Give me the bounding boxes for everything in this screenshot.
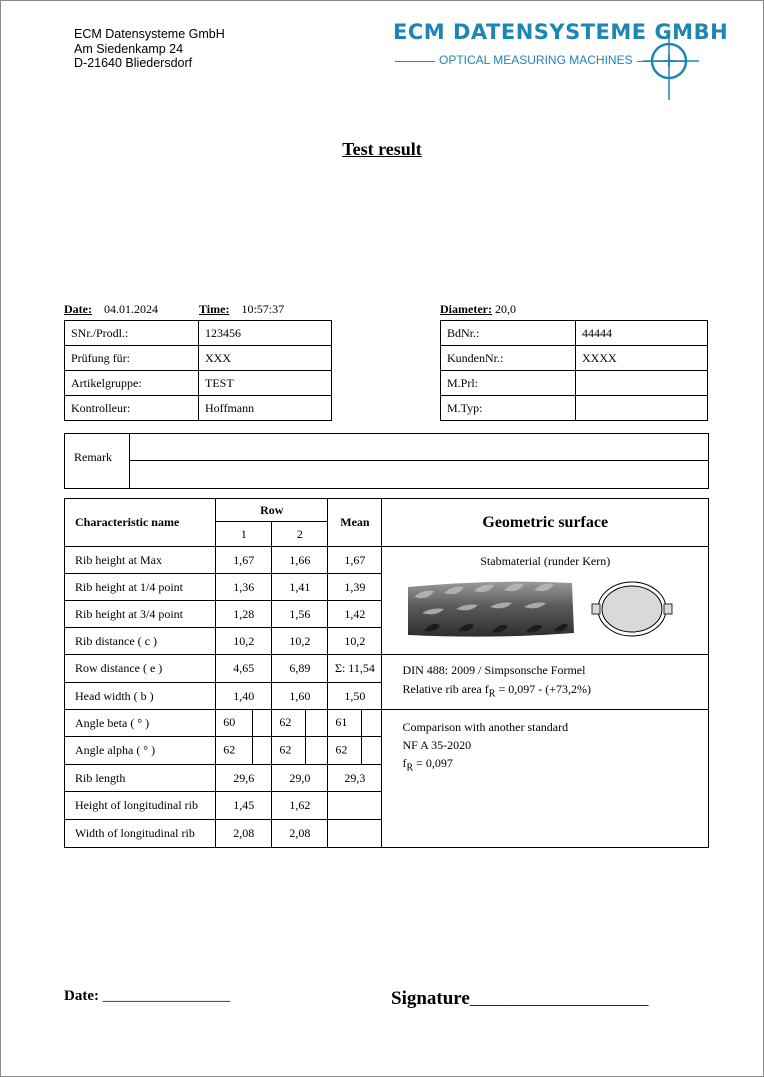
info-label: SNr./Prodl.: xyxy=(65,321,199,346)
info-value: 44444 xyxy=(576,321,708,346)
row-name: Head width ( b ) xyxy=(65,683,216,710)
row-mean: 1,39 xyxy=(328,574,382,601)
diameter-value: 20,0 xyxy=(494,302,516,316)
row-name: Rib length xyxy=(65,765,216,792)
row-name: Rib height at 1/4 point xyxy=(65,574,216,601)
row-value-1: 10,2 xyxy=(216,628,272,655)
row-name: Rib distance ( c ) xyxy=(65,628,216,655)
row-mean: 61 xyxy=(328,710,382,737)
table-row xyxy=(65,547,709,574)
row-mean: 1,42 xyxy=(328,601,382,628)
row-value-2: 1,56 xyxy=(272,601,328,628)
table-row xyxy=(65,371,332,396)
info-value: Hoffmann xyxy=(199,396,332,421)
table-row xyxy=(65,396,332,421)
row-value-2: 62 xyxy=(272,710,328,737)
info-label: Prüfung für: xyxy=(65,346,199,371)
footer-date-label: Date: xyxy=(64,988,99,1004)
info-label: M.Typ: xyxy=(441,396,576,421)
info-label: Kontrolleur: xyxy=(65,396,199,421)
row-mean xyxy=(328,820,382,848)
row-value-1: 1,28 xyxy=(216,601,272,628)
table-row xyxy=(441,346,708,371)
info-value: TEST xyxy=(199,371,332,396)
row-mean: 29,3 xyxy=(328,765,382,792)
info-table-left xyxy=(64,320,332,421)
geo-compare-cell xyxy=(382,710,709,848)
header-geometric-surface: Geometric surface xyxy=(382,499,709,547)
remark-divider xyxy=(129,434,130,488)
info-value xyxy=(576,396,708,421)
row-name: Height of longitudinal rib xyxy=(65,792,216,820)
info-table-right xyxy=(440,320,708,421)
row-value-1: 62 xyxy=(216,737,272,765)
remark-line xyxy=(129,460,708,461)
compare-value: $f_R = 0,097$ xyxy=(402,756,453,774)
row-value-2: 1,41 xyxy=(272,574,328,601)
geo-image-cell xyxy=(382,547,709,655)
row-value-1: 1,36 xyxy=(216,574,272,601)
time-field xyxy=(199,302,284,317)
row-name: Width of longitudinal rib xyxy=(65,820,216,848)
footer-date-line: _________________ xyxy=(102,988,231,1004)
row-mean xyxy=(328,792,382,820)
compare-title: Comparison with another standard xyxy=(402,720,569,734)
company-street: Am Siedenkamp 24 xyxy=(74,41,184,56)
table-row xyxy=(65,655,709,683)
row-name: Angle beta ( ° ) xyxy=(65,710,216,737)
info-label: BdNr.: xyxy=(441,321,576,346)
row-value-2: 6,89 xyxy=(272,655,328,683)
row-value-2: 1,62 xyxy=(272,792,328,820)
diameter-label: Diameter: xyxy=(440,302,492,316)
row-mean: 1,50 xyxy=(328,683,382,710)
info-value: 123456 xyxy=(199,321,332,346)
row-value-1: 1,45 xyxy=(216,792,272,820)
document-title: Test result xyxy=(342,139,422,159)
row-name: Angle alpha ( ° ) xyxy=(65,737,216,765)
din-standard: DIN 488: 2009 / Simpsonsche Formel xyxy=(402,662,586,677)
row-mean: 62 xyxy=(328,737,382,765)
table-row xyxy=(65,346,332,371)
company-city: D-21640 Bliedersdorf xyxy=(74,56,193,70)
row-name: Rib height at Max xyxy=(65,547,216,574)
info-value xyxy=(576,371,708,396)
date-label: Date: xyxy=(64,302,92,316)
geo-caption: Stabmaterial (runder Kern) xyxy=(480,554,611,568)
table-row xyxy=(65,321,332,346)
relative-rib-area: Relative rib area $f_R = 0,097 - (+73,2\%)$ xyxy=(402,681,591,700)
logo-subtitle: OPTICAL MEASURING MACHINES xyxy=(435,53,637,67)
row-name: Row distance ( e ) xyxy=(65,655,216,683)
header-mean: Mean xyxy=(328,499,382,547)
footer-date xyxy=(64,988,230,1005)
header-characteristic: Characteristic name xyxy=(65,499,216,547)
table-row xyxy=(65,710,709,737)
header-row-2: 2 xyxy=(272,522,328,547)
row-value-1: 29,6 xyxy=(216,765,272,792)
geo-din-cell xyxy=(382,655,709,710)
info-label: KundenNr.: xyxy=(441,346,576,371)
date-value: 04.01.2024 xyxy=(103,302,158,316)
info-value: XXXX xyxy=(576,346,708,371)
table-header-row xyxy=(65,499,709,522)
row-mean: 10,2 xyxy=(328,628,382,655)
header-row: Row xyxy=(216,499,328,522)
diameter-field xyxy=(440,302,516,317)
signature-line: _____________________ xyxy=(469,989,649,1008)
table-row xyxy=(441,396,708,421)
remark-box xyxy=(64,433,709,489)
row-value-1: 1,40 xyxy=(216,683,272,710)
results-table xyxy=(64,498,709,848)
row-value-1: 60 xyxy=(216,710,272,737)
compare-standard: NF A 35-2020 xyxy=(402,738,472,752)
row-value-2: 29,0 xyxy=(272,765,328,792)
row-mean: 1,67 xyxy=(328,547,382,574)
info-label: Artikelgruppe: xyxy=(65,371,199,396)
row-value-1: 2,08 xyxy=(216,820,272,848)
table-row xyxy=(441,321,708,346)
time-label: Time: xyxy=(199,302,230,316)
signature-label: Signature xyxy=(391,988,470,1009)
info-value: XXX xyxy=(199,346,332,371)
info-label: M.Prl: xyxy=(441,371,576,396)
row-value-2: 62 xyxy=(272,737,328,765)
company-address xyxy=(74,27,225,71)
header-row-1: 1 xyxy=(216,522,272,547)
company-name: ECM Datensysteme GmbH xyxy=(74,27,225,41)
crosshair-icon xyxy=(643,30,703,102)
date-field xyxy=(64,302,158,317)
remark-label: Remark xyxy=(74,450,112,464)
row-name: Rib height at 3/4 point xyxy=(65,601,216,628)
logo-title: ECM DATENSYSTEME GMBH xyxy=(393,20,729,44)
row-value-2: 1,66 xyxy=(272,547,328,574)
time-value: 10:57:37 xyxy=(241,302,285,316)
row-value-1: 1,67 xyxy=(216,547,272,574)
rebar-image xyxy=(404,575,704,645)
row-value-1: 4,65 xyxy=(216,655,272,683)
row-value-2: 10,2 xyxy=(272,628,328,655)
row-value-2: 1,60 xyxy=(272,683,328,710)
table-row xyxy=(441,371,708,396)
row-value-2: 2,08 xyxy=(272,820,328,848)
footer-signature xyxy=(391,988,648,1010)
company-logo xyxy=(393,20,729,100)
row-mean: Σ: 11,54 xyxy=(328,655,382,683)
